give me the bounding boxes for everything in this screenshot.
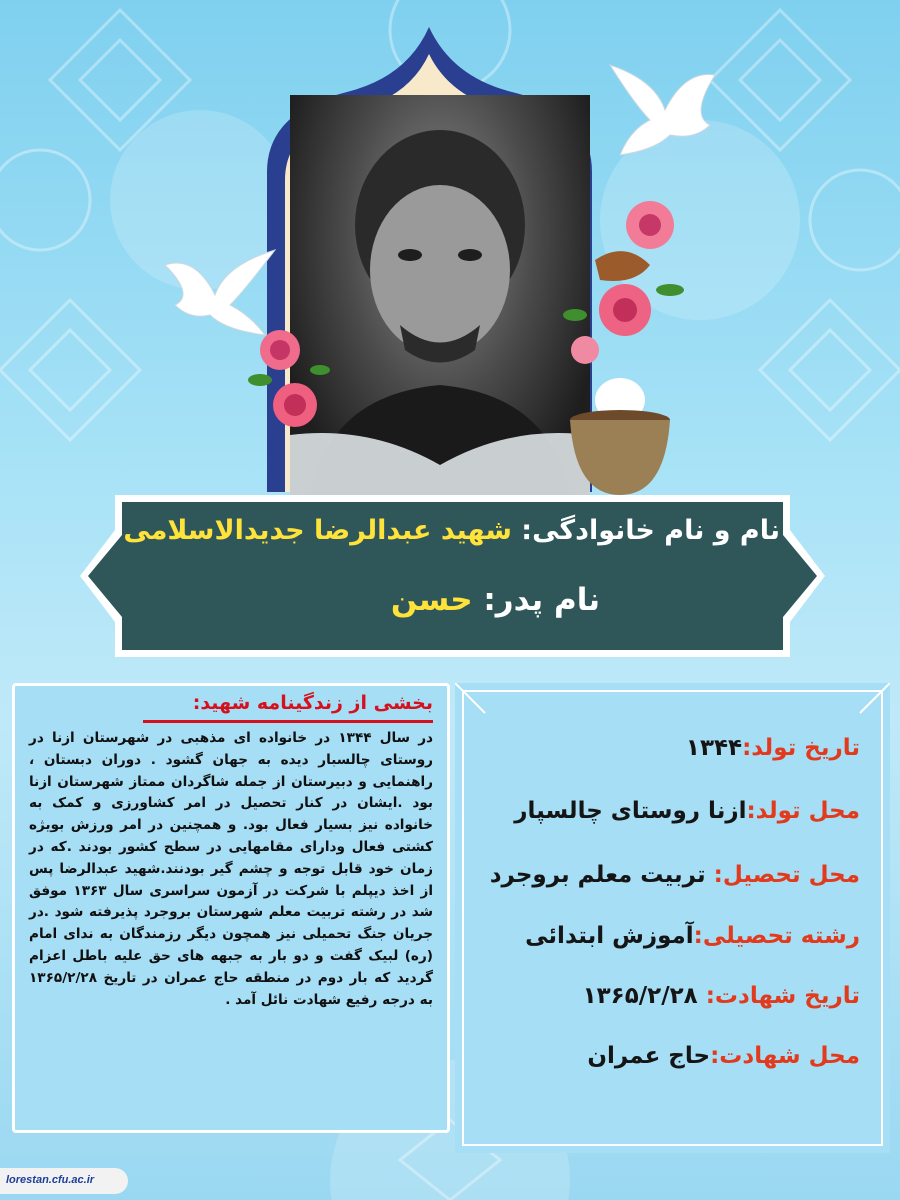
biography-text: در سال ۱۳۴۴ در خانواده ای مذهبی در شهرستان ازنا در روستای چالسبار دیده به جهان گشود . دوران دبستان ، راهنمایی و دبیرستان از جمله شاگردان ممتاز شهرستان ازنا بود .ایشان در کنار تحصیل در امر کشاورزی و کمک به خانواده نیز بسیار فعال بود. و همچنین در امر ورزش بویژه کشتی فعال ودارای مقامهایی در سطح کشور بودند .که در زمان خود قابل توجه و چشم گیر بودنند.شهید عبدالرضا پس از اخذ دیپلم با شرکت در آزمون سراسری سال ۱۳۶۳ موفق شد در رشته تربیت معلم شهرستان بروجرد پذیرفته شود .در جریان جنگ تحمیلی نیز همچون دیگر رزمندگان به ندای امام (ره) لبیک گفت و دو بار به جبهه های حق علیه باطل اعزام گردید که بار دوم در منطقه حاج عمران در تاریخ ۱۳۶۵/۲/۲۸ به درجه رفیع شهادت نائل آمد . <box>29 730 434 1008</box>
info-row-education-place <box>490 862 860 888</box>
info-row-martyrdom-date <box>583 983 860 1009</box>
name-value: شهید عبدالرضا جدیدالاسلامی <box>123 515 512 546</box>
martyrdom-place-label: محل شهادت: <box>710 1043 860 1069</box>
birth-place-label: محل تولد: <box>746 798 860 824</box>
father-value: حسن <box>390 582 473 618</box>
field-of-study-label: رشته تحصیلی: <box>693 923 860 949</box>
dove-right <box>600 55 725 170</box>
martyrdom-place-value: حاج عمران <box>587 1043 711 1069</box>
father-name-line <box>391 582 600 618</box>
biography-title-underline <box>143 720 433 723</box>
birth-place-value: ازنا روستای چالسپار <box>514 798 747 824</box>
martyrdom-date-value: ۱۳۶۵/۲/۲۸ <box>582 983 706 1009</box>
info-row-field-of-study <box>525 923 860 949</box>
info-row-birth-date <box>686 735 860 761</box>
father-label: نام پدر: <box>483 582 600 618</box>
name-line <box>123 515 780 546</box>
biography-title: بخشی از زندگینامه شهید: <box>192 692 433 714</box>
helmet-nest <box>565 370 675 500</box>
info-row-birth-place <box>514 798 860 824</box>
martyr-portrait <box>290 95 590 495</box>
flowers-left <box>240 310 335 440</box>
biography-panel <box>12 683 450 1133</box>
birth-date-label: تاریخ تولد: <box>742 735 860 761</box>
martyrdom-date-label: تاریخ شهادت: <box>705 983 860 1009</box>
name-label: نام و نام خانوادگی: <box>521 515 780 546</box>
field-of-study-value: آموزش ابتدائی <box>525 923 694 949</box>
footer-site-link[interactable]: lorestan.cfu.ac.ir <box>6 1174 95 1186</box>
education-place-label: محل تحصیل: <box>713 862 860 888</box>
education-place-value: تربیت معلم بروجرد <box>489 862 714 888</box>
birth-date-value: ۱۳۴۴ <box>685 735 743 761</box>
info-row-martyrdom-place <box>587 1043 860 1069</box>
